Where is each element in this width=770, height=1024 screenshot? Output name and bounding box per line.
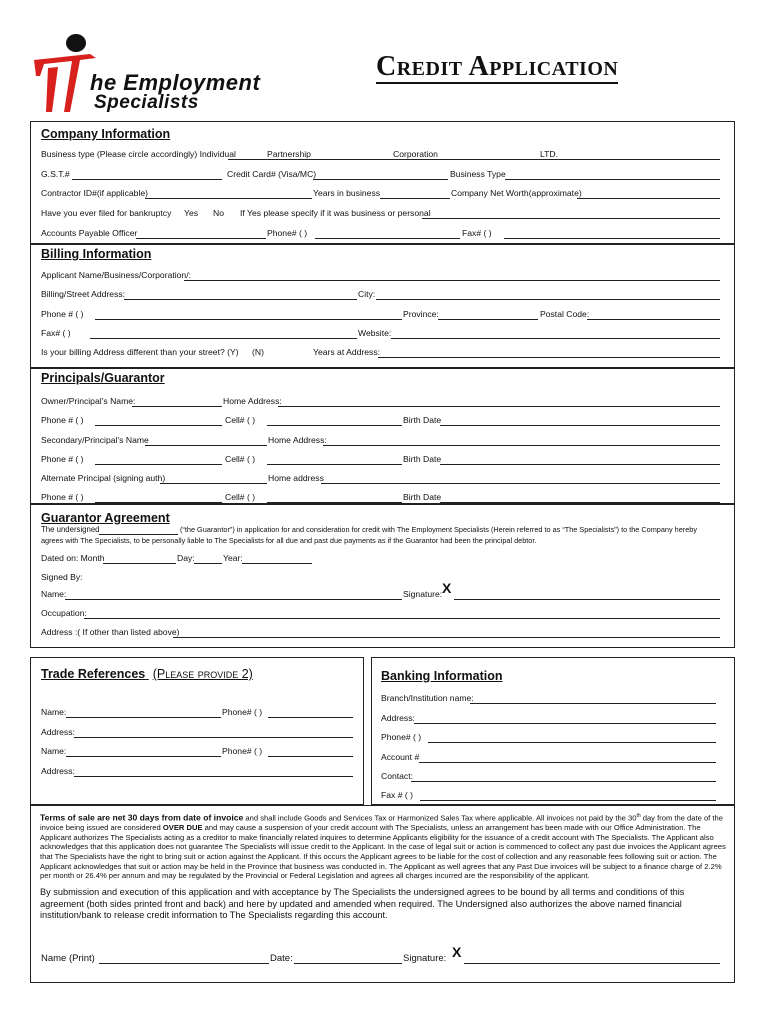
trade-address1-label: Address: xyxy=(41,727,75,737)
owner-home-address-field[interactable] xyxy=(278,396,720,407)
credit-card-label: Credit Card# (Visa/MC) xyxy=(227,169,317,179)
owner-home-address-label: Home Address: xyxy=(223,396,282,406)
bankruptcy-label: Have you ever filed for bankruptcy xyxy=(41,208,172,218)
applicant-name-field[interactable] xyxy=(184,270,720,281)
owner-birth-label: Birth Date xyxy=(403,415,442,425)
billing-city-label: City: xyxy=(358,289,376,299)
company-phone-label: Phone# ( ) xyxy=(267,228,308,238)
trade-phone1-label: Phone# ( ) xyxy=(222,707,263,717)
alternate-home-address-label: Home address xyxy=(268,473,324,483)
business-type-label: Business type (Please circle accordingly) Individual xyxy=(41,149,236,159)
occupation-field[interactable] xyxy=(84,608,720,619)
bank-contact-field[interactable] xyxy=(411,771,716,782)
owner-cell-field[interactable] xyxy=(267,415,402,426)
terms-authorization-paragraph: By submission and execution of this application and with acceptance by The Specialists the undersigned agrees to be bound by all terms and conditions of this agreement (both sides printed front and back) and here by updated and amended when required. The Undersigned also authorizes the above named financial institution/bank to release credit information to The Specialists regarding this account. xyxy=(40,887,685,920)
billing-street-label: Billing/Street Address: xyxy=(41,289,126,299)
accounts-payable-label: Accounts Payable Officer xyxy=(41,228,138,238)
alternate-birth-field[interactable] xyxy=(440,492,720,503)
billing-different-n[interactable]: (N) xyxy=(252,347,264,357)
company-fax-label: Fax# ( ) xyxy=(462,228,492,238)
years-in-business-field[interactable] xyxy=(380,188,450,199)
guarantor-section-title: Guarantor Agreement xyxy=(41,511,170,525)
bank-phone-field[interactable] xyxy=(428,732,716,743)
trade-name2-label: Name: xyxy=(41,746,67,756)
terms-text-a: and shall include Goods and Services Tax or Harmonized Sales Tax where applicable. All invoices not paid by the 30 xyxy=(243,813,637,823)
owner-cell-label: Cell# ( ) xyxy=(225,415,256,425)
guarantor-name-field[interactable] xyxy=(65,589,402,600)
years-at-address-field[interactable] xyxy=(378,347,720,358)
terms-date-field[interactable] xyxy=(294,953,402,964)
bank-fax-field[interactable] xyxy=(420,790,716,801)
trade-references-note: (Please provide 2) xyxy=(152,667,253,681)
signed-by-label: Signed By: xyxy=(41,572,83,582)
secondary-home-address-label: Home Address: xyxy=(268,435,327,445)
billing-city-field[interactable] xyxy=(376,289,720,300)
billing-street-field[interactable] xyxy=(124,289,357,300)
net-worth-field[interactable] xyxy=(577,188,720,199)
gst-label: G.S.T.# xyxy=(41,169,70,179)
company-fax-field[interactable] xyxy=(504,228,720,239)
trade-address2-label: Address: xyxy=(41,766,75,776)
billing-phone-label: Phone # ( ) xyxy=(41,309,84,319)
bank-address-field[interactable] xyxy=(414,713,716,724)
guarantor-text-line2: agrees with The Specialists, to be personally liable to The Specialists for all due and past due payments as if the Guarantor had been the principal debtor. xyxy=(41,536,537,545)
guarantor-signature-x: X xyxy=(442,580,452,596)
alternate-phone-label: Phone # ( ) xyxy=(41,492,84,502)
terms-paragraph xyxy=(40,812,730,881)
alternate-home-address-field[interactable] xyxy=(321,473,720,484)
alternate-cell-field[interactable] xyxy=(267,492,402,503)
trade-name1-field[interactable] xyxy=(66,707,221,718)
terms-signature-label: Signature: xyxy=(403,953,447,964)
secondary-phone-field[interactable] xyxy=(95,454,222,465)
terms-signature-x: X xyxy=(452,944,462,960)
years-in-business-label: Years in business xyxy=(313,188,381,198)
secondary-cell-label: Cell# ( ) xyxy=(225,454,256,464)
trade-references-title-text: Trade References xyxy=(41,667,146,681)
secondary-phone-label: Phone # ( ) xyxy=(41,454,84,464)
alternate-phone-field[interactable] xyxy=(95,492,222,503)
alternate-principal-label: Alternate Principal (signing auth) xyxy=(41,473,166,483)
option-corporation[interactable]: Corporation xyxy=(393,149,438,159)
contractor-id-label: Contractor ID#(if applicable) xyxy=(41,188,148,198)
guarantor-name-label: Name: xyxy=(41,589,67,599)
document-title: Credit Application xyxy=(376,51,619,82)
billing-section-title: Billing Information xyxy=(41,247,152,261)
terms-bold-lead: Terms of sale are net 30 days from date of invoice xyxy=(40,812,244,823)
bank-account-label: Account # xyxy=(381,752,420,762)
principals-section-title: Principals/Guarantor xyxy=(41,371,165,385)
bank-address-label: Address: xyxy=(381,713,415,723)
guarantor-signature-field[interactable] xyxy=(454,589,720,600)
alternate-cell-label: Cell# ( ) xyxy=(225,492,256,502)
guarantor-address-field[interactable] xyxy=(173,627,720,638)
print-name-field[interactable] xyxy=(99,953,269,964)
trade-address1-field[interactable] xyxy=(74,727,353,738)
bankruptcy-specify-field[interactable] xyxy=(422,208,720,219)
bank-branch-label: Branch/Institution name: xyxy=(381,693,474,703)
credit-card-field[interactable] xyxy=(313,169,448,180)
terms-overdue: OVER DUE xyxy=(162,823,203,833)
dated-day-label: Day: xyxy=(177,553,195,563)
billing-province-field[interactable] xyxy=(438,309,538,320)
alternate-birth-label: Birth Date xyxy=(403,492,442,502)
guarantor-text-line1: (“the Guarantor”) in application for and consideration for credit with The Employment Specialists (Herein referred to as “The Specialists”) to the Company hereby xyxy=(180,525,697,534)
secondary-cell-field[interactable] xyxy=(267,454,402,465)
trade-phone2-label: Phone# ( ) xyxy=(222,746,263,756)
secondary-name-label: Secondary/Principal’s Name xyxy=(41,435,149,445)
company-section-title: Company Information xyxy=(41,127,171,141)
billing-different-label: Is your billing Address different than your street? (Y) xyxy=(41,347,239,357)
terms-th: th xyxy=(636,813,641,819)
company-logo xyxy=(30,34,350,114)
billing-website-label: Website: xyxy=(358,328,392,338)
owner-name-field[interactable] xyxy=(132,396,222,407)
billing-website-field[interactable] xyxy=(391,328,720,339)
secondary-name-field[interactable] xyxy=(145,435,267,446)
gst-field[interactable] xyxy=(72,169,222,180)
banking-section-title: Banking Information xyxy=(381,669,503,683)
bankruptcy-specify-label: If Yes please specify if it was business or personal xyxy=(240,208,431,218)
dated-day-field[interactable] xyxy=(194,553,222,564)
owner-birth-field[interactable] xyxy=(440,415,720,426)
trade-phone2-field[interactable] xyxy=(268,746,353,757)
secondary-birth-label: Birth Date xyxy=(403,454,442,464)
business-type-label2: Business Type xyxy=(450,169,506,179)
bankruptcy-yes[interactable]: Yes xyxy=(184,208,199,218)
alternate-principal-field[interactable] xyxy=(160,473,267,484)
logo-text-line1: he Employment xyxy=(90,70,261,95)
owner-name-label: Owner/Principal’s Name: xyxy=(41,396,136,406)
contractor-id-field[interactable] xyxy=(145,188,312,199)
terms-text-b: day from the date of the invoice being issued are considered xyxy=(40,813,723,833)
terms-text-c: and may cause a suspension of your credit account with The Specialists, unless an arrangement has been made with our Office Administration. The Applicant authorizes The Specialists acting as a creditor to make financially related inquires to determine Applicants eligibility for the issuance of a credit account with The Specialists. The Applicant also acknowledges that this application does not guarantee The Specialists will issue credit to the Applicant. In the case of legal suit or action is commenced to collect any past due invoices the Applicant agrees that The Specialists have the right to bring suit or action against the Applicant. If this occurs the Applicant agrees to be liable for the cost of collection and any reasonable fees following suit or action. The Applicant acknowledges that suit or action may be held in the Province that business was conducted in. The Applicant as well agrees that any Past Due invoices will be subject to a finance charge of 2.2% per month or 26.4% per annum and may be regulated by the Provincial or Federal Legislation and agrees all charges incurred are the responsibility of the applicant. xyxy=(40,823,726,881)
business-type-text-field[interactable] xyxy=(505,169,720,180)
bankruptcy-no[interactable]: No xyxy=(213,208,224,218)
dated-year-field[interactable] xyxy=(242,553,312,564)
option-ltd[interactable]: LTD. xyxy=(540,149,558,159)
company-phone-field[interactable] xyxy=(315,228,460,239)
trade-address2-field[interactable] xyxy=(74,766,353,777)
owner-phone-label: Phone # ( ) xyxy=(41,415,84,425)
occupation-label: Occupation: xyxy=(41,608,87,618)
applicant-name-label: Applicant Name/Business/Corporation/: xyxy=(41,270,191,280)
guarantor-undersigned-label: The undersigned xyxy=(41,525,100,534)
years-at-address-label: Years at Address: xyxy=(313,347,381,357)
option-partnership[interactable]: Partnership xyxy=(267,149,311,159)
terms-date-label: Date: xyxy=(270,953,293,964)
billing-postal-label: Postal Code: xyxy=(540,309,590,319)
trade-references-title xyxy=(41,667,253,681)
trade-name1-label: Name: xyxy=(41,707,67,717)
owner-phone-field[interactable] xyxy=(95,415,222,426)
trade-name2-field[interactable] xyxy=(66,746,221,757)
billing-fax-label: Fax# ( ) xyxy=(41,328,71,338)
dated-month-field[interactable] xyxy=(103,553,176,564)
guarantor-address-label: Address :( If other than listed above) xyxy=(41,627,180,637)
print-name-label: Name (Print) xyxy=(41,953,95,964)
billing-phone-field[interactable] xyxy=(95,309,402,320)
secondary-birth-field[interactable] xyxy=(440,454,720,465)
bank-contact-label: Contact: xyxy=(381,771,414,781)
net-worth-label: Company Net Worth(approximate) xyxy=(451,188,582,198)
bank-phone-label: Phone# ( ) xyxy=(381,732,422,742)
bank-account-field[interactable] xyxy=(419,752,716,763)
bank-fax-label: Fax # ( ) xyxy=(381,790,413,800)
accounts-payable-field[interactable] xyxy=(136,228,266,239)
logo-text-line2: Specialists xyxy=(94,92,199,113)
secondary-home-address-field[interactable] xyxy=(323,435,720,446)
trade-phone1-field[interactable] xyxy=(268,707,353,718)
billing-postal-field[interactable] xyxy=(587,309,720,320)
dated-month-label: Dated on: Month xyxy=(41,553,105,563)
logo-dot xyxy=(66,34,86,52)
guarantor-undersigned-field[interactable] xyxy=(99,524,178,535)
billing-fax-field[interactable] xyxy=(90,328,357,339)
guarantor-signature-label: Signature: xyxy=(403,589,443,599)
billing-province-label: Province: xyxy=(403,309,439,319)
terms-signature-field[interactable] xyxy=(464,953,720,964)
dated-year-label: Year: xyxy=(223,553,243,563)
bank-branch-field[interactable] xyxy=(470,693,716,704)
